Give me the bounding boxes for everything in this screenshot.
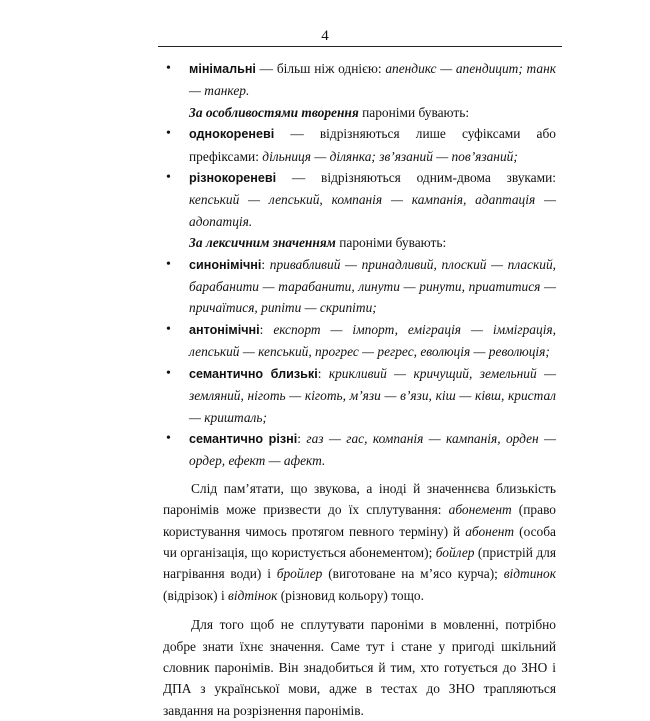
- subheading-emphasis: За лексичним значенням: [189, 235, 336, 251]
- page-content: [163, 58, 556, 721]
- word: бройлер: [276, 566, 323, 582]
- text: (особа чи організація, що користується абонементом);: [163, 523, 556, 560]
- word: абонент: [465, 523, 515, 539]
- description: :: [261, 256, 270, 272]
- text: (різновид кольору) тощо.: [277, 587, 424, 603]
- text: (пристрій для нагрівання води) і: [163, 544, 556, 582]
- text: (виготоване на м’ясо курча);: [322, 566, 504, 582]
- list-item-different-root: [163, 167, 556, 232]
- examples: експорт — імпорт, еміграція — імміграція, лепський — кепський, прогрес — регрес, еволюція — революція;: [189, 321, 556, 360]
- description: — відрізняються одним-двома звуками:: [276, 170, 556, 186]
- term: антонімічні: [189, 322, 260, 337]
- term: семантично різні: [189, 431, 298, 446]
- word: абонемент: [448, 502, 512, 518]
- examples: кепський — лепський, компанія — кампанія, адаптація — адопатція.: [189, 192, 556, 229]
- list-item-semantically-close: [163, 363, 556, 428]
- list-item-antonymic: [163, 319, 556, 363]
- description: :: [297, 430, 307, 446]
- subheading-rest: пароніми бувають:: [335, 235, 447, 251]
- paragraph-dictionary: Для того щоб не сплутувати пароніми в мовленні, потрібно добре знати їхнє значення. Саме тут і стане у пригоді шкільний словник паронімів. Він знадобиться й тим, хто готується до ЗНО і ДПА з української мови, адже в тестах до ЗНО трапляються завдання на розрізнення паронімів.: [163, 617, 556, 718]
- description: :: [317, 365, 329, 381]
- text: (право користування чимось протягом певного терміну) й: [163, 502, 556, 539]
- examples: привабливий — принадливий, плоский — плаский, барабанити — тарабанити, линути — ринути, приатитися — причаїтися, рипіти — скрипіти;: [189, 256, 556, 316]
- list-item-semantically-different: [163, 428, 556, 472]
- page-number: 4: [321, 28, 329, 44]
- header-rule: [158, 46, 562, 47]
- description: — більш ніж однією:: [255, 61, 386, 76]
- list-item-synonymic: [163, 254, 556, 319]
- word: відтінок: [228, 587, 278, 603]
- examples: газ — гас, компанія — кампанія, орден — ордер, ефект — афект.: [189, 430, 556, 469]
- term: різнокореневі: [189, 171, 277, 186]
- text: Слід пам’ятати, що звукова, а іноді й значеннєва близькість паронімів може призвести до їх сплутування:: [163, 480, 556, 518]
- word: відтинок: [503, 566, 556, 582]
- examples: крикливий — кричущий, земельний — земляний, ніготь — кіготь, м’язи — в’язи, кіш — ківш, кристал — кришталь;: [189, 365, 556, 425]
- subheading-formation: [163, 102, 556, 123]
- subheading-meaning: [163, 232, 556, 253]
- subheading-emphasis: За особливостями творення: [189, 104, 359, 120]
- description: :: [259, 321, 274, 337]
- list-item-same-root: [163, 123, 556, 167]
- examples: дільниця — ділянка; зв’язаний — пов’язаний;: [262, 148, 518, 164]
- examples: апендикс — апендицит; танк — танкер.: [189, 61, 556, 99]
- description: — відрізняються лише суфіксами або префіксами:: [189, 126, 556, 164]
- subheading-rest: пароніми бувають:: [358, 104, 470, 120]
- term: однокореневі: [189, 127, 275, 142]
- term: мінімальні: [189, 62, 256, 76]
- term: синонімічні: [189, 257, 262, 272]
- paragraph-confusion: [163, 478, 556, 606]
- list-item-minimal: [163, 58, 556, 102]
- word: бойлер: [435, 544, 475, 560]
- term: семантично близькі: [189, 366, 318, 381]
- text: (відрізок) і: [163, 587, 229, 603]
